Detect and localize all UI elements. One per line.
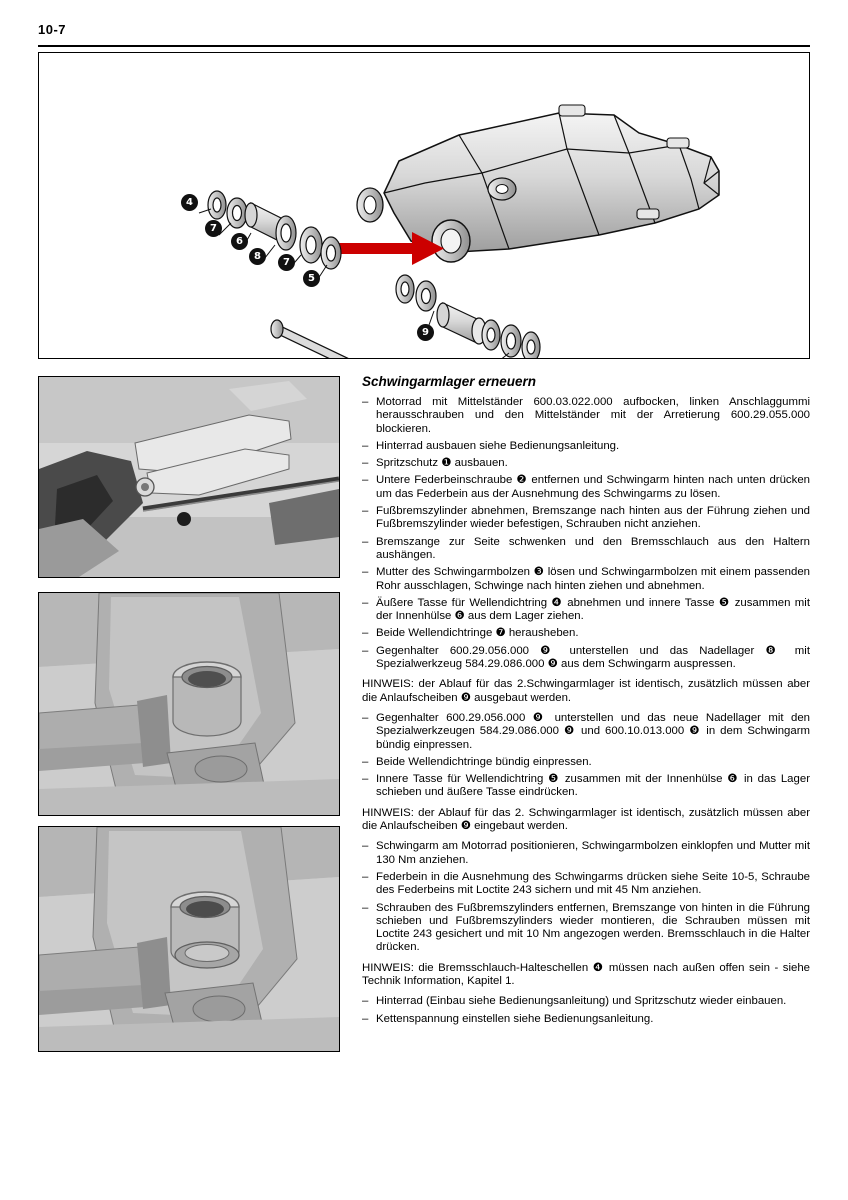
step-item: – Fußbremszylinder abnehmen, Bremszange nach hinten aus der Führung ziehen und Fußbremszylinder wieder befestigen, Schrauben nicht anziehen. xyxy=(362,505,810,532)
step-item: – Hinterrad ausbauen siehe Bedienungsanleitung. xyxy=(362,440,810,453)
step-list-4 xyxy=(362,995,810,1026)
photo-swingarm-frame xyxy=(38,376,340,578)
part-number-badge: 6 xyxy=(231,233,248,250)
step-item: – Untere Federbeinschraube ❷ entfernen und Schwingarm hinten nach unten drücken um das Federbein aus der Ausnehmung des Schwingarms zu lösen. xyxy=(362,474,810,501)
part-number-badge: 7 xyxy=(205,220,222,237)
step-list-3 xyxy=(362,840,810,954)
part-number-badge: 8 xyxy=(249,248,266,265)
photo-3-image xyxy=(39,827,339,1051)
step-item: – Gegenhalter 600.29.056.000 ❾ unterstellen und das neue Nadellager mit den Spezialwerkzeugen 584.29.086.000 ❾ und 600.10.013.000 ❾ in dem Schwingarm bündig einpressen. xyxy=(362,712,810,752)
header-divider xyxy=(38,45,810,47)
swingarm-exploded-figure xyxy=(38,52,810,359)
part-number-badge: 9 xyxy=(417,324,434,341)
step-item: – Mutter des Schwingarmbolzen ❸ lösen und Schwingarmbolzen mit einem passenden Rohr ausschlagen, Schwinge nach hinten ziehen und abnehmen. xyxy=(362,566,810,593)
step-item: – Hinterrad (Einbau siehe Bedienungsanleitung) und Spritzschutz wieder einbauen. xyxy=(362,995,810,1008)
part-number-badge: 5 xyxy=(303,270,320,287)
swingarm-exploded-drawing xyxy=(39,53,809,358)
photo-bearing-seat-lower xyxy=(38,826,340,1052)
step-item: – Bremszange zur Seite schwenken und den Bremsschlauch aus den Haltern aushängen. xyxy=(362,536,810,563)
procedure-text-column xyxy=(362,374,810,1030)
step-item: – Spritzschutz ❶ ausbauen. xyxy=(362,457,810,470)
photo-1-image xyxy=(39,377,339,577)
photo-2-image xyxy=(39,593,339,815)
part-number-badge: 4 xyxy=(181,194,198,211)
section-title: Schwingarmlager erneuern xyxy=(362,374,537,389)
part-number-badge: 7 xyxy=(278,254,295,271)
step-item: – Motorrad mit Mittelständer 600.03.022.000 aufbocken, linken Anschlaggummi herausschrauben und den Mittelständer mit der Arretierung 600.29.055.000 blockieren. xyxy=(362,396,810,436)
step-item: – Schwingarm am Motorrad positionieren, Schwingarmbolzen einklopfen und Mutter mit 130 Nm anziehen. xyxy=(362,840,810,867)
step-item: – Schrauben des Fußbremszylinders entfernen, Bremszange von hinten in die Führung schieben und Fußbremszylinders wieder montieren, die Schrauben müssen mit Loctite 243 gesichert und mit 10 Nm angezogen werden. Bremsschlauch in die Halter drücken. xyxy=(362,902,810,955)
part-number-badge xyxy=(488,358,505,359)
page-header xyxy=(38,22,810,37)
page-number: 10-7 xyxy=(38,22,67,37)
photo-bearing-seat-upper xyxy=(38,592,340,816)
step-item: – Kettenspannung einstellen siehe Bedienungsanleitung. xyxy=(362,1013,810,1026)
step-list-1 xyxy=(362,396,810,671)
note-3: HINWEIS: die Bremsschlauch-Halteschellen ❹ müssen nach außen offen sein - siehe Technik Information, Kapitel 1. xyxy=(362,961,810,987)
step-item: – Beide Wellendichtringe bündig einpressen. xyxy=(362,756,810,769)
note-2: HINWEIS: der Ablauf für das 2. Schwingarmlager ist identisch, zusätzlich müssen aber die Anlaufscheiben ❾ eingebaut werden. xyxy=(362,806,810,833)
step-item: – Innere Tasse für Wellendichtring ❺ zusammen mit der Innenhülse ❻ in das Lager schieben und äußere Tasse eindrücken. xyxy=(362,773,810,800)
step-item: – Beide Wellendichtringe ❼ herausheben. xyxy=(362,627,810,640)
step-list-2 xyxy=(362,712,810,800)
note-1: HINWEIS: der Ablauf für das 2.Schwingarmlager ist identisch, zusätzlich müssen aber die Anlaufscheiben ❾ ausgebaut werden. xyxy=(362,678,810,704)
step-item: – Gegenhalter 600.29.056.000 ❾ unterstellen und das Nadellager ❽ mit Spezialwerkzeug 584.29.086.000 ❾ aus dem Schwingarm auspressen. xyxy=(362,645,810,672)
step-item: – Federbein in die Ausnehmung des Schwingarms drücken siehe Seite 10-5, Schraube des Federbeins mit Loctite 243 sichern und mit 45 Nm anziehen. xyxy=(362,871,810,898)
step-item: – Äußere Tasse für Wellendichtring ❹ abnehmen und innere Tasse ❺ zusammen mit der Innenhülse ❻ aus dem Lager ziehen. xyxy=(362,597,810,624)
